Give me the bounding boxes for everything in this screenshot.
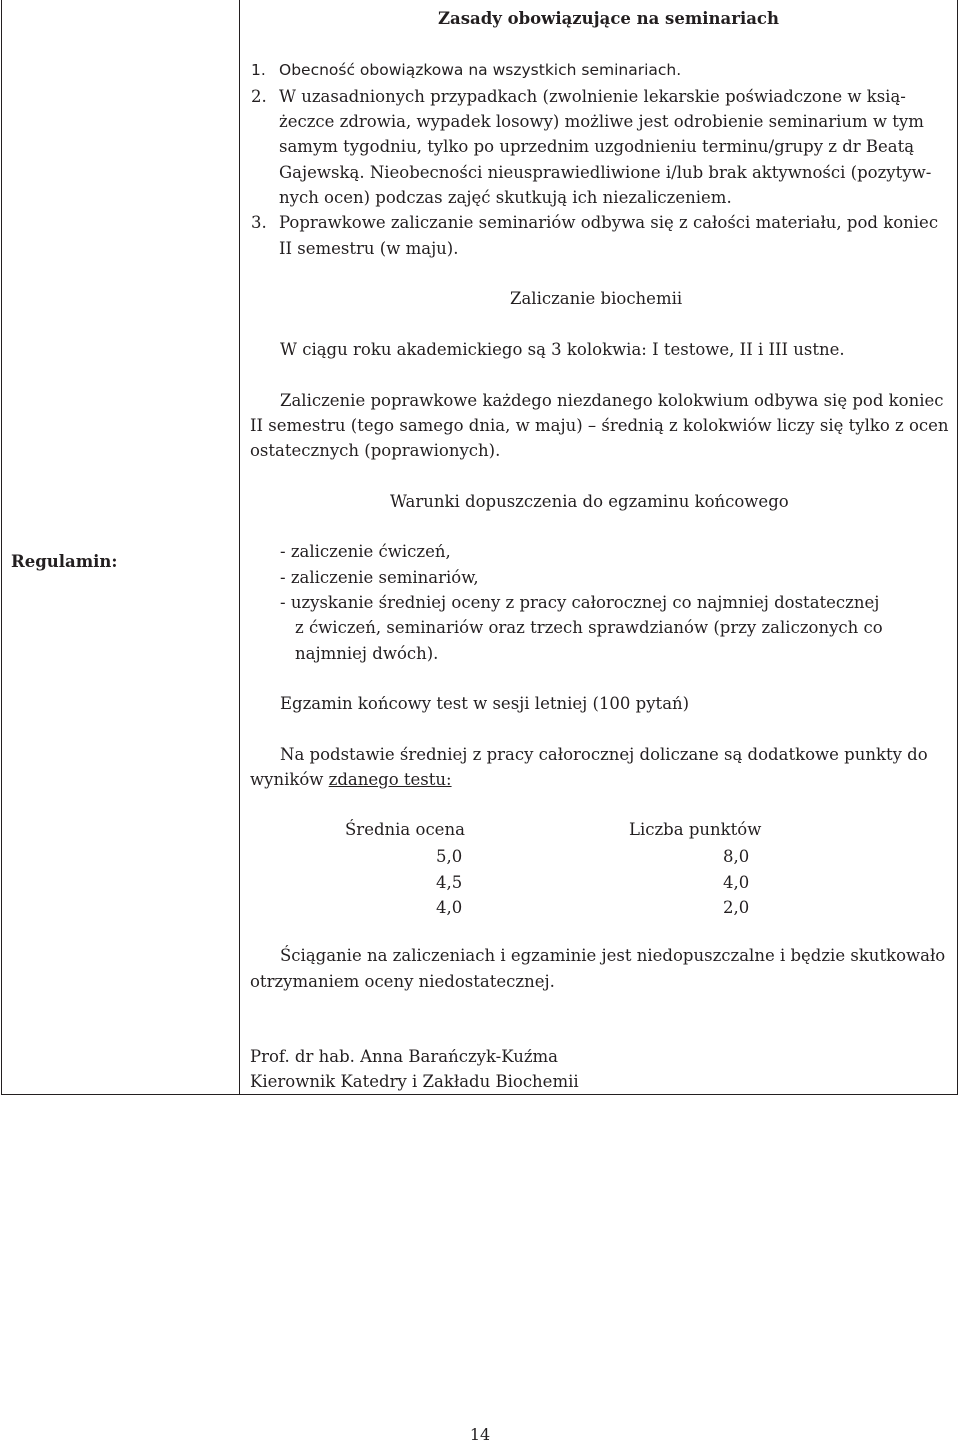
exam-bullet-3-cont-1: z ćwiczeń, seminariów oraz trzech sprawdzianów (przy zaliczonych co (295, 618, 883, 637)
regulations-table (1, 0, 958, 1095)
exam-bullet-2: - zaliczenie seminariów, (280, 568, 479, 587)
bonus-line-2-text: wyników (250, 770, 329, 789)
points-cell: 8,0 (723, 847, 750, 866)
bonus-line-2-underlined: zdanego testu: (328, 770, 452, 789)
points-cell: 2,0 (723, 898, 750, 917)
item2-line-5: nych ocen) podczas zajęć skutkują ich niezaliczeniem. (279, 188, 732, 207)
bonus-line-2 (250, 772, 452, 789)
biochem-p2-line-1: Zaliczenie poprawkowe każdego niezdanego kolokwium odbywa się pod koniec (280, 391, 944, 410)
exam-bullet-3-cont-2: najmniej dwóch). (295, 644, 439, 663)
signature-name: Prof. dr hab. Anna Barańczyk-Kuźma (250, 1047, 559, 1066)
item1-number: 1. (251, 61, 266, 79)
table-header-points: Liczba punktów (629, 820, 762, 839)
item2-line-1: W uzasadnionych przypadkach (zwolnienie lekarskie poświadczone w ksią- (279, 87, 906, 106)
biochem-p1: W ciągu roku akademickiego są 3 kolokwia: I testowe, II i III ustne. (280, 340, 845, 359)
points-cell: 4,0 (723, 873, 750, 892)
item3-number: 3. (251, 213, 267, 232)
biochem-p2-line-2: II semestru (tego samego dnia, w maju) – średnią z kolokwiów liczy się tylko z ocen (250, 416, 949, 435)
table-header-grade: Średnia ocena (345, 820, 465, 839)
signature-role: Kierownik Katedry i Zakładu Biochemii (250, 1072, 579, 1091)
cheating-line-2: otrzymaniem oceny niedostatecznej. (250, 972, 555, 991)
exam-bullet-3: - uzyskanie średniej oceny z pracy całorocznej co najmniej dostatecznej (280, 593, 880, 612)
grade-cell: 5,0 (436, 847, 463, 866)
page-number: 14 (469, 1425, 491, 1444)
final-test-text: Egzamin końcowy test w sesji letniej (100 pytań) (280, 694, 690, 713)
biochem-p2-line-3: ostatecznych (poprawionych). (250, 441, 501, 460)
grade-cell: 4,5 (436, 873, 463, 892)
seminars-title: Zasady obowiązujące na seminariach (438, 9, 779, 28)
item2-line-2: żeczce zdrowia, wypadek losowy) możliwe jest odrobienie seminarium w tym (279, 112, 924, 131)
item2-line-4: Gajewską. Nieobecności nieusprawiedliwione i/lub brak aktywności (pozytyw- (279, 163, 932, 182)
exam-bullet-1: - zaliczenie ćwiczeń, (280, 542, 451, 561)
bonus-line-1: Na podstawie średniej z pracy całorocznej doliczane są dodatkowe punkty do (280, 745, 928, 764)
item1-text: Obecność obowiązkowa na wszystkich seminariach. (279, 61, 682, 79)
item2-line-3: samym tygodniu, tylko po uprzednim uzgodnieniu terminu/grupy z dr Beatą (279, 137, 915, 156)
exam-title: Warunki dopuszczenia do egzaminu końcowego (390, 492, 789, 511)
grade-cell: 4,0 (436, 898, 463, 917)
cheating-line-1: Ściąganie na zaliczeniach i egzaminie jest niedopuszczalne i będzie skutkowało (280, 946, 946, 965)
item2-number: 2. (251, 87, 267, 106)
label-cell (2, 0, 240, 1094)
regulations-label: Regulamin: (11, 552, 118, 571)
item3-line-1: Poprawkowe zaliczanie seminariów odbywa się z całości materiału, pod koniec (279, 213, 939, 232)
item3-line-2: II semestru (w maju). (279, 239, 459, 258)
biochem-title: Zaliczanie biochemii (510, 289, 683, 308)
